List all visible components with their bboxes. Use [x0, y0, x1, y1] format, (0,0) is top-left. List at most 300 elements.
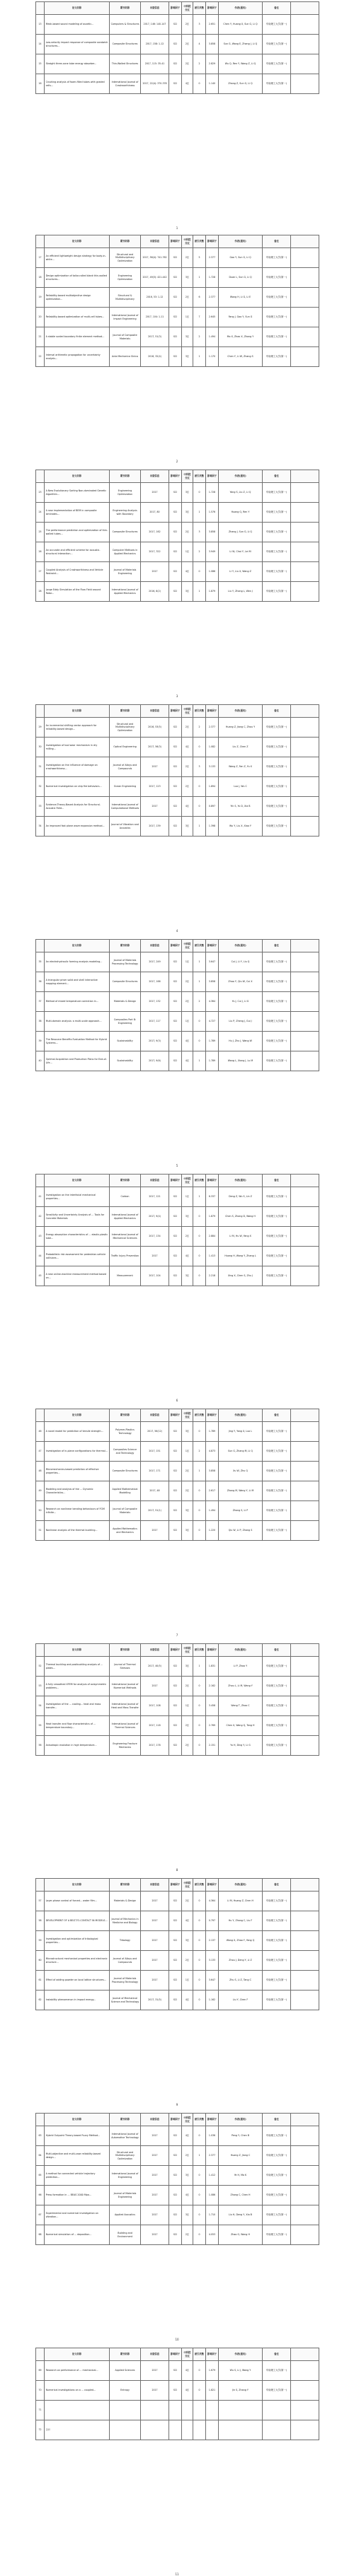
citation-cell: 2 [193, 542, 206, 562]
table-row [36, 268, 319, 288]
zone-cell: 3区 [182, 817, 193, 837]
blank-cell [291, 503, 319, 523]
note-cell: 华南理工大学(第一) [263, 308, 291, 327]
note-cell: 华南理工大学(第一) [263, 1032, 291, 1051]
column-header [36, 1175, 45, 1187]
zone-cell: 3区 [182, 1266, 193, 1286]
blank-cell [291, 2420, 319, 2440]
title-cell: Sensitivity and Uncertainty Analysis of ... Tools for Concrete Materials [45, 1207, 110, 1227]
column-header: 出版信息 [141, 235, 169, 248]
note-cell: 华南理工大学(第一) [263, 777, 291, 797]
table-header-row [36, 2, 319, 15]
publication-cell: 2017, 146: 140-147 [141, 15, 169, 35]
column-header: 备注 [263, 1409, 291, 1422]
column-header [36, 235, 45, 248]
author-cell: Huang H, Wang Y, Zhang L [219, 1247, 263, 1266]
page-number-label: 6 [176, 1399, 178, 1402]
page-number [35, 460, 319, 463]
index-type-cell: SCI [169, 562, 182, 582]
title-cell: Numerical simulation of ... deposition... [45, 2225, 110, 2245]
note-cell: 华南理工大学(第一) [263, 1227, 291, 1247]
publication-cell: 2017 [141, 562, 169, 582]
journal-cell: Journal of Mechanical Science and Technology [110, 1991, 141, 2010]
table-row [36, 1991, 319, 2010]
publication-table [35, 235, 319, 367]
page-11 [35, 2348, 319, 2440]
index-type-cell: SCI [169, 817, 182, 837]
blank-cell [291, 2186, 319, 2205]
title-cell: Multi-objective and multi-case reliability-based design... [45, 2146, 110, 2166]
table-row [36, 483, 319, 503]
index-cell: 19 [36, 288, 45, 308]
blank-cell [291, 268, 319, 288]
journal-cell: Journal of Alloys and Compounds [110, 757, 141, 777]
zone-cell: 4区 [182, 1991, 193, 2010]
publication-cell: 2017, 108 [141, 1696, 169, 1716]
title-cell: 合计 [45, 2420, 110, 2440]
zone-cell: 4区 [182, 1911, 193, 1931]
note-cell: 华南理工大学(第一) [263, 562, 291, 582]
journal-cell: Engineering Optimization [110, 483, 141, 503]
column-header: 作者(通讯) [219, 470, 263, 483]
publication-cell: 2017, 132 [141, 992, 169, 1012]
zone-cell: 4区 [182, 1247, 193, 1266]
zone-cell: 4区 [182, 738, 193, 757]
title-cell: Research on nonlinear bending behaviours of FGM infinite... [45, 1501, 110, 1521]
table-row [36, 1227, 319, 1247]
page-number-label: 8 [176, 1868, 178, 1872]
note-cell: 华南理工大学(第一) [263, 288, 291, 308]
table-row [36, 2381, 319, 2401]
index-cell: 49 [36, 1481, 45, 1501]
journal-cell: Journal of Composite Materials [110, 1501, 141, 1521]
impact-factor-cell: 1.789 [206, 1051, 219, 1071]
column-header: 中科院分区 [182, 940, 193, 952]
column-header: 论文名称 [45, 1879, 110, 1892]
index-type-cell: SCI [169, 2146, 182, 2166]
author-cell: Qiu W, Li P, Zhang S [219, 1521, 263, 1541]
page-number-label: 10 [175, 2338, 179, 2341]
zone-cell: 4区 [182, 2186, 193, 2205]
zone-cell: 3区 [182, 1657, 193, 1677]
column-header: 论文名称 [45, 1644, 110, 1657]
author-cell: Yu H, Ding Y, Li G [219, 1736, 263, 1756]
title-cell: The Resource Benefits Evaluation Method for Hybrid Systems... [45, 1032, 110, 1051]
impact-factor-cell: 1.086 [206, 562, 219, 582]
journal-cell: Sustainability [110, 1032, 141, 1051]
zone-cell: 2区 [182, 777, 193, 797]
table-row [36, 797, 319, 817]
table-row [36, 1971, 319, 1991]
journal-cell: Optical Engineering [110, 738, 141, 757]
note-cell: 华南理工大学(第一) [263, 757, 291, 777]
zone-cell: 4区 [182, 797, 193, 817]
column-header [36, 940, 45, 952]
column-header: 影响因子 [169, 1644, 182, 1657]
table-row [36, 2401, 319, 2420]
column-header: 备注 [263, 470, 291, 483]
index-cell: 20 [36, 308, 45, 327]
publication-cell: 2016, 53(5) [141, 718, 169, 738]
index-type-cell: SCI [169, 1442, 182, 1462]
column-header: 中科院分区 [182, 470, 193, 483]
table-row [36, 972, 319, 992]
author-cell: Wu S, Li J, Wang Y [219, 2361, 263, 2381]
blank-cell [291, 1422, 319, 1442]
column-header: 备注 [263, 1175, 291, 1187]
citation-cell: 0 [193, 1716, 206, 1736]
journal-cell: Structural & Multidisciplinary [110, 288, 141, 308]
zone-cell [182, 2401, 193, 2420]
author-cell: Zhang Z, Sun G, Li Q [219, 74, 263, 94]
journal-cell: International Journal of Thermal Sciences [110, 1716, 141, 1736]
note-cell: 华南理工大学(第一) [263, 2225, 291, 2245]
citation-cell: 2 [193, 718, 206, 738]
table-row [36, 1462, 319, 1481]
author-cell: Ye H, Ma K [219, 2166, 263, 2186]
page-number [35, 1868, 319, 1872]
zone-cell: 3区 [182, 2205, 193, 2225]
title-cell: Investigation and optimization of tribological properties... [45, 1931, 110, 1951]
author-cell: Deng Z, Wu S, Lin Z [219, 1187, 263, 1207]
table-header-row [36, 470, 319, 483]
blank-cell [291, 972, 319, 992]
author-cell: Hu J, Zhu J, Wang W [219, 1032, 263, 1051]
citation-cell: 3 [193, 757, 206, 777]
index-cell: 29 [36, 718, 45, 738]
impact-factor-cell: 2.645 [206, 308, 219, 327]
impact-factor-cell: 3.133 [206, 757, 219, 777]
impact-factor-cell: 1.879 [206, 1207, 219, 1227]
citation-cell: 0 [193, 1892, 206, 1911]
note-cell: 华南理工大学(第一) [263, 347, 291, 367]
title-cell [45, 2401, 110, 2420]
publication-table [35, 2113, 319, 2245]
column-header: 作者(通讯) [219, 2114, 263, 2126]
publication-table [35, 939, 319, 1071]
publication-cell: 2017 [141, 1892, 169, 1911]
table-header-row [36, 2348, 319, 2361]
blank-cell [291, 2146, 319, 2166]
blank-cell [291, 562, 319, 582]
citation-cell: 0 [193, 2205, 206, 2225]
blank-cell [291, 757, 319, 777]
column-header: 期刊名称 [110, 470, 141, 483]
blank-cell [291, 54, 319, 74]
note-cell: 华南理工大学(第一) [263, 15, 291, 35]
citation-cell: 1 [193, 952, 206, 972]
author-cell: Zhang S, Li P [219, 1501, 263, 1521]
journal-cell: Composite Structures [110, 523, 141, 542]
table-row [36, 1951, 319, 1971]
publication-cell: 2016, 53: 1-12 [141, 288, 169, 308]
column-header: 备注 [263, 1644, 291, 1657]
impact-factor-cell: 1.821 [206, 2381, 219, 2401]
impact-factor-cell: 2.884 [206, 1227, 219, 1247]
column-header: 论文名称 [45, 940, 110, 952]
column-header: 影响因子 [206, 2114, 219, 2126]
zone-cell: 2区 [182, 1481, 193, 1501]
title-cell: Modeling and analysis of the ... Dynamic Characteristics... [45, 1481, 110, 1501]
zone-cell: 1区 [182, 542, 193, 562]
publication-cell: 2017 [141, 2361, 169, 2381]
citation-cell: 1 [193, 1187, 206, 1207]
publication-cell [141, 2401, 169, 2420]
page-number [35, 2103, 319, 2106]
citation-cell: 0 [193, 1971, 206, 1991]
zone-cell: 2区 [182, 972, 193, 992]
author-cell: Jing Y, Yang X, Luo L [219, 1422, 263, 1442]
table-row [36, 1521, 319, 1541]
column-header: 被引次数 [193, 940, 206, 952]
author-cell: Sun G, Zhang M, Li Q [219, 1442, 263, 1462]
impact-factor-cell: 1.220 [206, 1521, 219, 1541]
zone-cell: 3区 [182, 327, 193, 347]
index-cell: 50 [36, 1501, 45, 1521]
citation-cell: 0 [193, 777, 206, 797]
author-cell: Huang Z, Jiang C, Zhou Y [219, 718, 263, 738]
publication-cell: 2017, 162 [141, 523, 169, 542]
journal-cell: Building and Environment [110, 2225, 141, 2245]
citation-cell: 1 [193, 817, 206, 837]
publication-cell: 2017, 104: 1-11 [141, 308, 169, 327]
index-type-cell: SCI [169, 1462, 182, 1481]
title-cell: Interval arithmetic propagation for uncertainty analysis... [45, 347, 110, 367]
publication-cell [141, 2420, 169, 2440]
column-header: 出版信息 [141, 1644, 169, 1657]
citation-cell: 0 [193, 1266, 206, 1286]
index-type-cell: SCI [169, 523, 182, 542]
title-cell: Numerical investigations on a ... coupled... [45, 2381, 110, 2401]
impact-factor-cell: 1.679 [206, 2361, 219, 2381]
publication-cell: 2017 [141, 797, 169, 817]
publication-cell: 2017 [141, 2126, 169, 2146]
title-cell: Investigation of in-plane configurations for thermal... [45, 1442, 110, 1462]
author-cell: Li Y, Liu X, Wang Z [219, 562, 263, 582]
table-row [36, 2225, 319, 2245]
zone-cell: 1区 [182, 1012, 193, 1032]
column-header: 出版信息 [141, 940, 169, 952]
index-cell: 21 [36, 327, 45, 347]
citation-cell: 1 [193, 268, 206, 288]
zone-cell: 2区 [182, 2146, 193, 2166]
index-type-cell: SCI [169, 1991, 182, 2010]
zone-cell: 3区 [182, 1207, 193, 1227]
note-cell: 华南理工大学(第一) [263, 2186, 291, 2205]
publication-cell: 2017, 171 [141, 1462, 169, 1481]
column-header: 出版信息 [141, 1409, 169, 1422]
table-row [36, 1736, 319, 1756]
note-cell: 华南理工大学(第一) [263, 523, 291, 542]
zone-cell: 4区 [182, 2126, 193, 2146]
note-cell: 华南理工大学(第一) [263, 718, 291, 738]
title-cell: Instability phenomenon in impact energy... [45, 1991, 110, 2010]
journal-cell: Computer Methods in Applied Mechanics [110, 542, 141, 562]
column-header: 影响因子 [169, 470, 182, 483]
note-cell: 华南理工大学(第一) [263, 74, 291, 94]
blank-cell [291, 738, 319, 757]
zone-cell [182, 2420, 193, 2440]
table-header-row [36, 235, 319, 248]
title-cell: Design optimization of tailor-rolled blank thin-walled structures... [45, 268, 110, 288]
table-row [36, 523, 319, 542]
title-cell: Large Eddy Simulation of the Flow Field around Rotor... [45, 582, 110, 602]
note-cell: 华南理工大学(第一) [263, 1716, 291, 1736]
citation-cell: 1 [193, 1657, 206, 1677]
blank-cell [291, 1911, 319, 1931]
index-type-cell: SCI [169, 2361, 182, 2381]
journal-cell: Journal of Materials Engineering [110, 562, 141, 582]
title-cell: An incremental shifting vector approach for reliability-based design... [45, 718, 110, 738]
index-cell: 43 [36, 1227, 45, 1247]
column-header: 影响因子 [169, 235, 182, 248]
author-cell: Zhao Y, Qiu W, Cui X [219, 972, 263, 992]
note-cell: 华南理工大学(第一) [263, 542, 291, 562]
index-type-cell: SCI [169, 1696, 182, 1716]
note-cell: 华南理工大学(第一) [263, 2361, 291, 2381]
publication-cell: 2017, 117 [141, 1012, 169, 1032]
page-number-label: 2 [176, 460, 178, 463]
index-cell: 37 [36, 992, 45, 1012]
column-header: 影响因子 [169, 2, 182, 15]
column-header: 备注 [263, 705, 291, 718]
index-type-cell: SCI [169, 1227, 182, 1247]
index-type-cell: SCI [169, 797, 182, 817]
citation-cell: 0 [193, 2186, 206, 2205]
index-type-cell: SCI [169, 542, 182, 562]
blank-cell [291, 1951, 319, 1971]
citation-cell: 0 [193, 1991, 206, 2010]
column-header: 期刊名称 [110, 2114, 141, 2126]
blank-cell [291, 2225, 319, 2245]
page-10 [35, 2113, 319, 2245]
index-cell: 68 [36, 2225, 45, 2245]
column-header: 被引次数 [193, 235, 206, 248]
table-row [36, 1207, 319, 1227]
column-header: 备注 [263, 2114, 291, 2126]
journal-cell: International Journal of Applied Mechanics [110, 582, 141, 602]
blank-cell [291, 2126, 319, 2146]
impact-factor-cell: 1.170 [206, 347, 219, 367]
zone-cell: 1区 [182, 1696, 193, 1716]
impact-factor-cell: 1.576 [206, 503, 219, 523]
column-header: 期刊名称 [110, 1409, 141, 1422]
column-header: 影响因子 [206, 2348, 219, 2361]
title-cell: Hybrid Outpoint Theory-based Fuzzy Method... [45, 2126, 110, 2146]
journal-cell: Composite Structures [110, 1462, 141, 1481]
index-cell: 70 [36, 2381, 45, 2401]
note-cell: 华南理工大学(第一) [263, 1521, 291, 1541]
column-header: 影响因子 [169, 2348, 182, 2361]
blank-cell [291, 542, 319, 562]
table-row [36, 2146, 319, 2166]
publication-cell: 2017 [141, 1951, 169, 1971]
publication-cell: 2017 [141, 2381, 169, 2401]
column-header: 影响因子 [206, 2, 219, 15]
author-cell: Li W, Chai Y, Lei M [219, 542, 263, 562]
blank-cell [291, 1247, 319, 1266]
title-cell: Low-velocity impact response of composite sandwich structures... [45, 35, 110, 54]
impact-factor-cell: 3.647 [206, 1971, 219, 1991]
citation-cell: 4 [193, 35, 206, 54]
table-header-row [36, 1409, 319, 1422]
index-type-cell: SCI [169, 1481, 182, 1501]
zone-cell: 2区 [182, 718, 193, 738]
column-header: 作者(通讯) [219, 940, 263, 952]
index-type-cell: SCI [169, 1266, 182, 1286]
title-cell: Reliability-based optimization of multi-cell tubes... [45, 308, 110, 327]
title-cell: An accurate and efficient scheme for acoustic-structural interaction... [45, 542, 110, 562]
column-header: 影响因子 [169, 1879, 182, 1892]
column-header: 被引次数 [193, 1409, 206, 1422]
column-header: 作者(通讯) [219, 235, 263, 248]
impact-factor-cell: 1.879 [206, 582, 219, 602]
column-header: 期刊名称 [110, 1644, 141, 1657]
title-cell: Investigation of tool wear mechanism in dry milling... [45, 738, 110, 757]
journal-cell: Composite Structures [110, 35, 141, 54]
publication-cell: 2017, 134 [141, 1227, 169, 1247]
author-cell: Yin S, Yu D, Xia B [219, 797, 263, 817]
blank-cell [291, 1462, 319, 1481]
title-cell: Multi-domain analysis: a multi-scale approach... [45, 1012, 110, 1032]
column-header: 论文名称 [45, 2114, 110, 2126]
zone-cell: 4区 [182, 1051, 193, 1071]
index-cell: 27 [36, 562, 45, 582]
publication-cell: 2017, 51(1) [141, 1501, 169, 1521]
column-header: 被引次数 [193, 2114, 206, 2126]
index-cell: 63 [36, 2126, 45, 2146]
column-header [291, 940, 319, 952]
index-type-cell: SCI [169, 248, 182, 268]
table-row [36, 1422, 319, 1442]
page-number-label: 9 [176, 2103, 178, 2106]
zone-cell: 2区 [182, 288, 193, 308]
journal-cell: Entropy [110, 2381, 141, 2401]
index-cell: 28 [36, 582, 45, 602]
journal-cell: International Journal of Mechanical Sciences [110, 1227, 141, 1247]
zone-cell: 3区 [182, 268, 193, 288]
journal-cell: Journal of Materials Engineering [110, 2186, 141, 2205]
impact-factor-cell: 2.377 [206, 718, 219, 738]
journal-cell: Measurement [110, 1266, 141, 1286]
impact-factor-cell: 2.769 [206, 1716, 219, 1736]
zone-cell: 2区 [182, 1716, 193, 1736]
index-type-cell: SCI [169, 1051, 182, 1071]
table-row [36, 2205, 319, 2225]
citation-cell: 0 [193, 738, 206, 757]
publication-cell: 2017, 178 [141, 1736, 169, 1756]
impact-factor-cell: 1.162 [206, 1991, 219, 2010]
author-cell: Xing X, Chen S, Zhu J [219, 1266, 263, 1286]
index-cell: 53 [36, 1677, 45, 1696]
index-type-cell: SCI [169, 2166, 182, 2186]
column-header: 影响因子 [169, 1175, 182, 1187]
citation-cell: 1 [193, 2146, 206, 2166]
author-cell: Peng Y, Chen B [219, 2126, 263, 2146]
author-cell: Zhu S, Li Z, Tang C [219, 1971, 263, 1991]
note-cell: 华南理工大学(第一) [263, 2381, 291, 2401]
publication-cell: 2017 [141, 2205, 169, 2225]
author-cell: Liu Z, Chen Z [219, 738, 263, 757]
table-row [36, 308, 319, 327]
author-cell: Wang Z, Fan Z, Yu X [219, 757, 263, 777]
table-header-row [36, 705, 319, 718]
author-cell: Mo X, Zhao X, Zhang Y [219, 327, 263, 347]
citation-cell: 0 [193, 1501, 206, 1521]
page-3 [35, 470, 319, 602]
column-header: 期刊名称 [110, 1879, 141, 1892]
zone-cell: 3区 [182, 347, 193, 367]
